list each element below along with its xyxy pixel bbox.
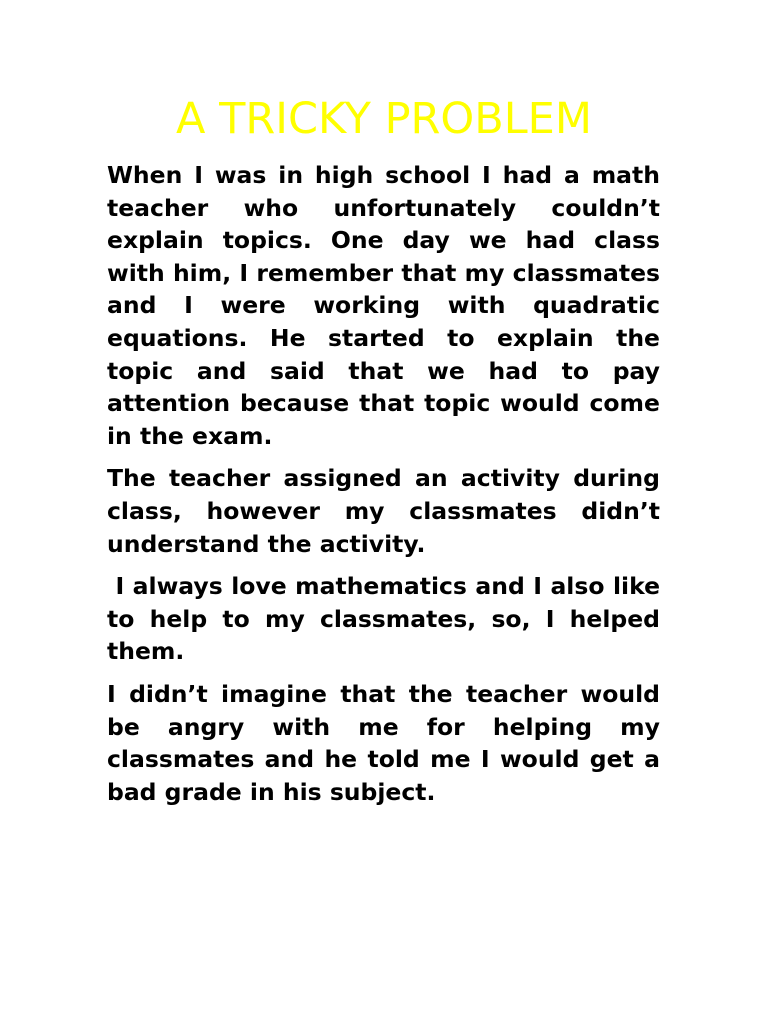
paragraph-4: I didn’t imagine that the teacher would be angry with me for helping my classmates and he told me I would get a bad grade in his subject. xyxy=(107,679,669,806)
document-title: A TRICKY PROBLEM xyxy=(176,94,592,144)
paragraph-1: When I was in high school I had a math teacher who unfortunately couldn’t explain topics. One day we had class with him, I remember that my classmates and I were working with quadratic equations. He started to explain the topic and said that we had to pay attention because that topic would come in the exam. xyxy=(107,161,669,450)
paragraph-2: The teacher assigned an activity during class, however my classmates didn’t understand the activity. xyxy=(107,464,669,558)
document-body xyxy=(107,159,669,818)
paragraph-3: I always love mathematics and I also like to help to my classmates, so, I helped them. xyxy=(107,572,669,666)
